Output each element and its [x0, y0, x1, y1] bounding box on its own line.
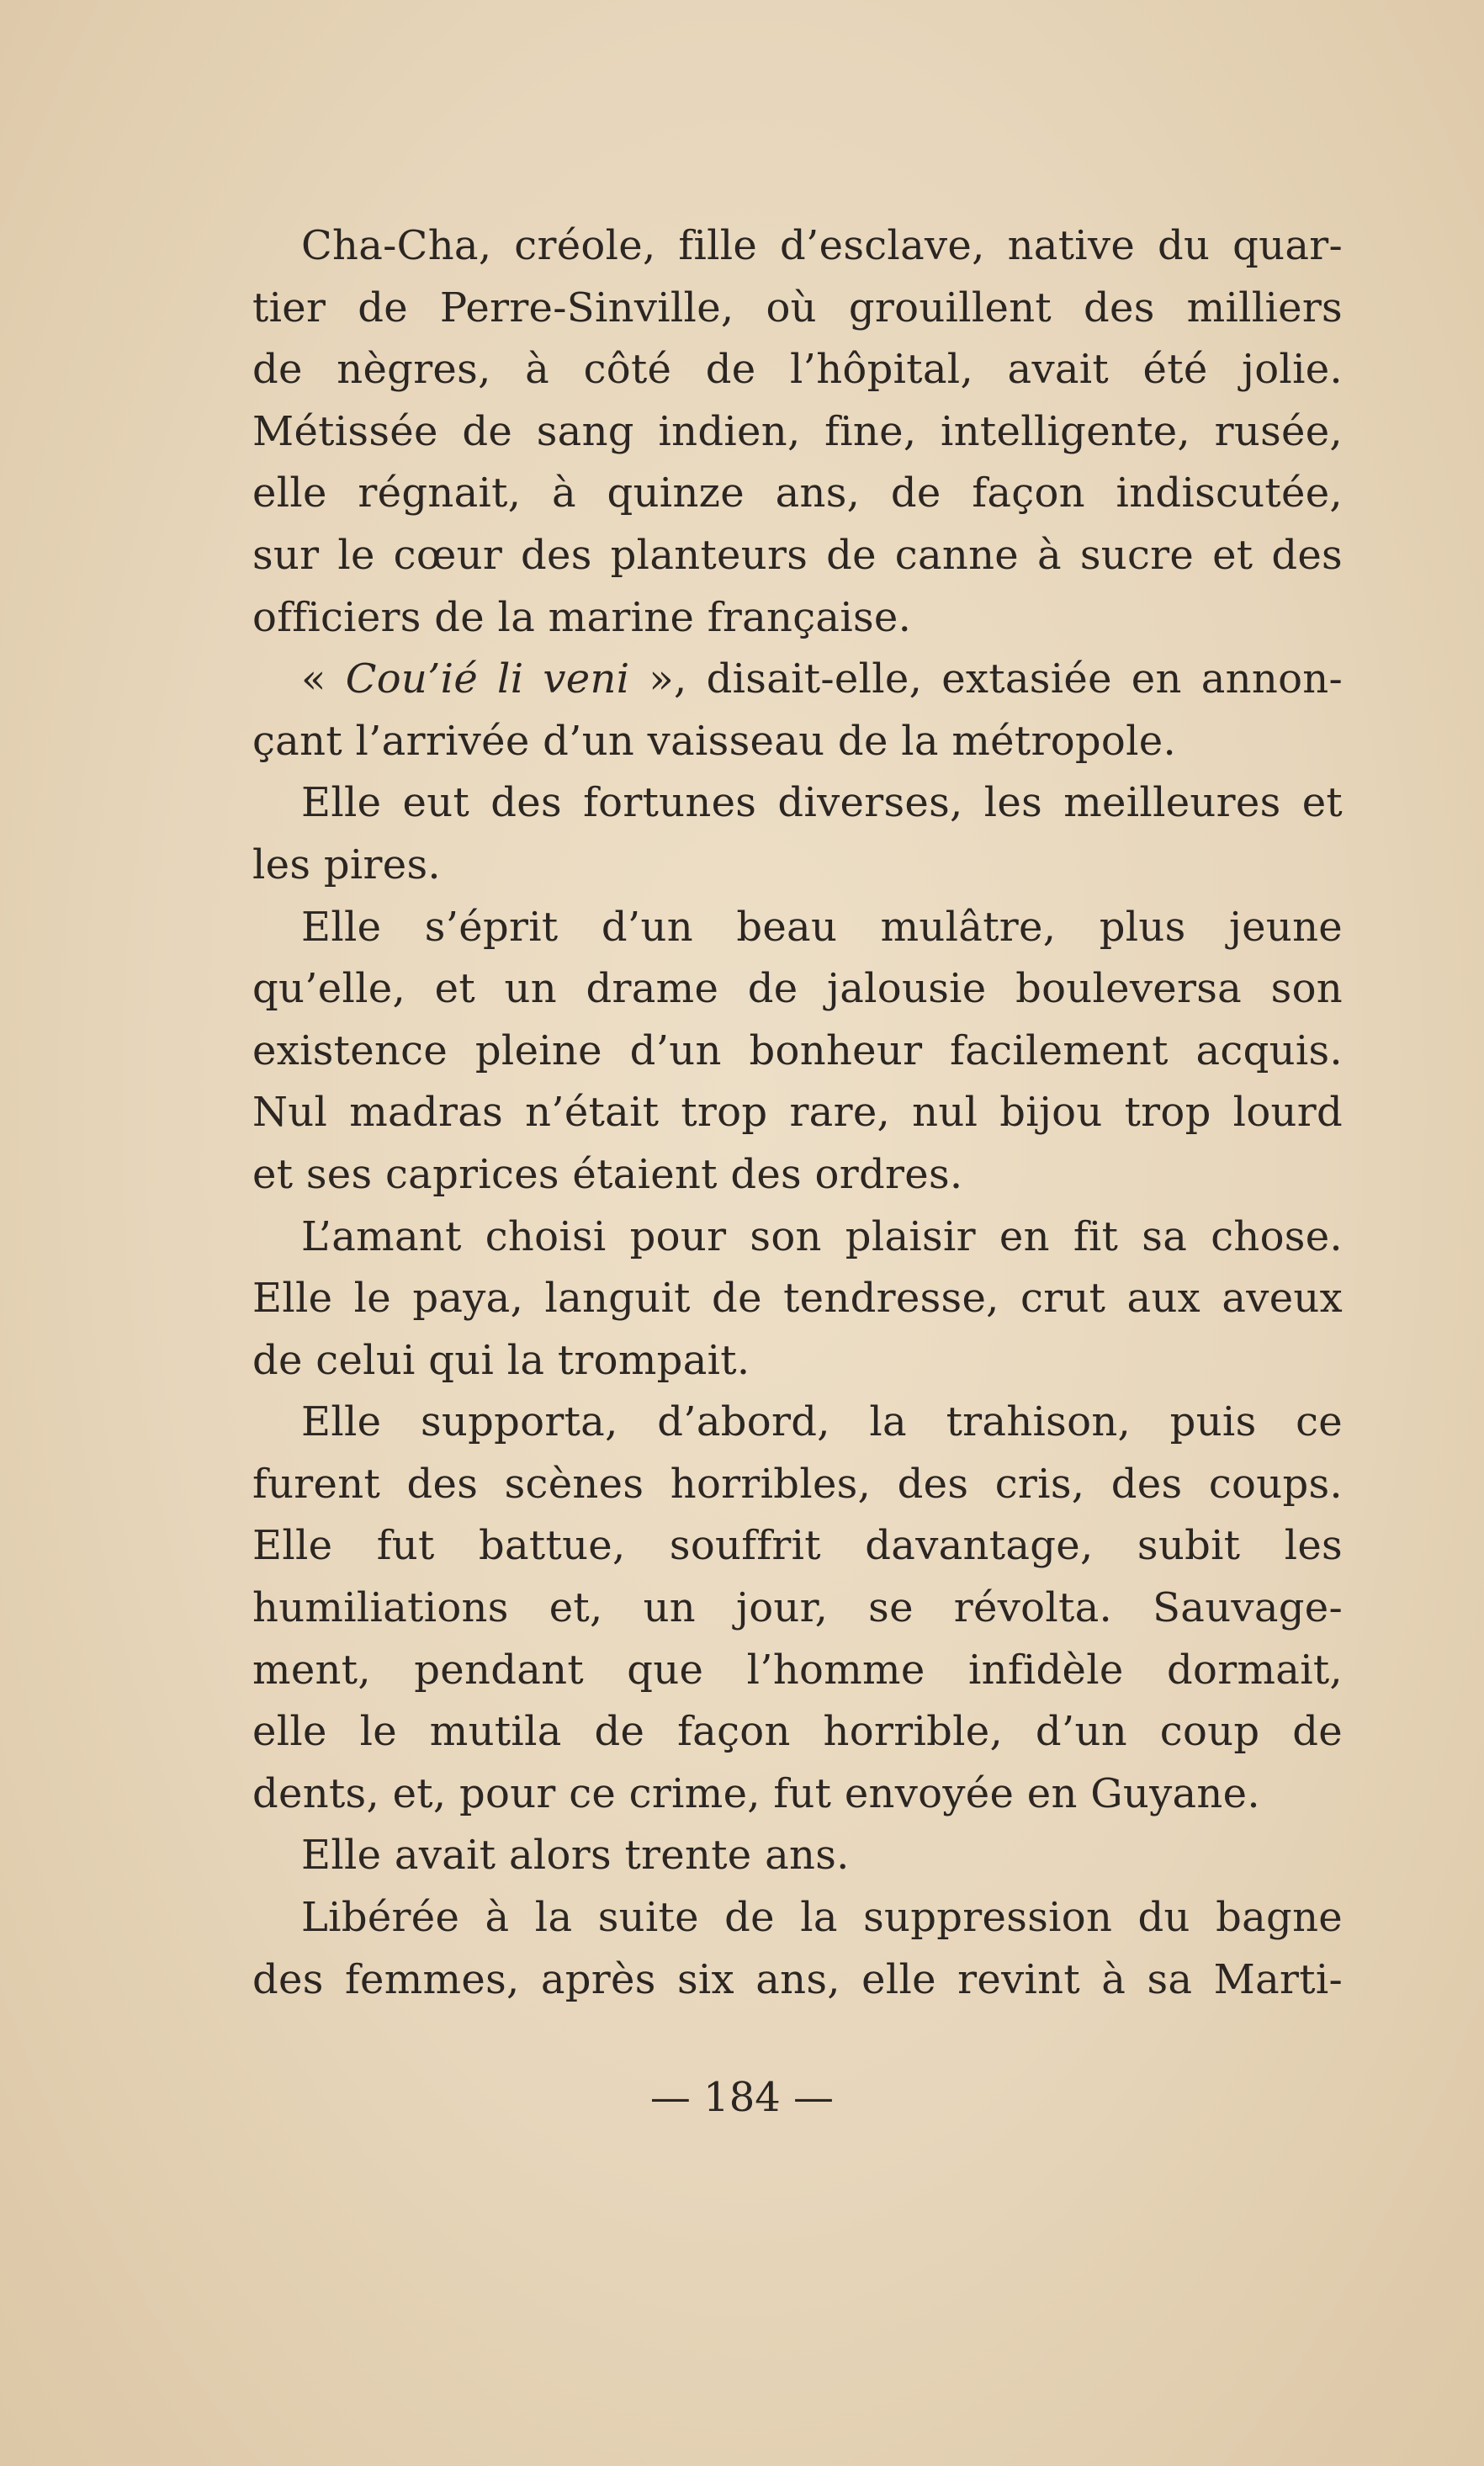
- text-line: Elle s’éprit d’un beau mulâtre, plus jeune: [301, 903, 1343, 951]
- creole-quote: Cou’ié li veni: [345, 655, 630, 703]
- text-line: elle le mutila de façon horrible, d’un coup de: [252, 1708, 1343, 1756]
- text-line: Elle supporta, d’abord, la trahison, puis ce: [301, 1398, 1343, 1446]
- text-line: sur le cœur des planteurs de canne à sucre et des: [252, 531, 1343, 579]
- text-line: de nègres, à côté de l’hôpital, avait été jolie.: [252, 346, 1343, 394]
- text-line: Elle avait alors trente ans.: [301, 1832, 850, 1880]
- text-line: et ses caprices étaient des ordres.: [252, 1150, 963, 1198]
- text-line: Libérée à la suite de la suppression du bagne: [301, 1894, 1343, 1942]
- text-line: tier de Perre-Sinville, où grouillent des milliers: [252, 284, 1343, 331]
- quote-open: «: [301, 655, 346, 703]
- text-line: les pires.: [252, 841, 441, 888]
- text-line: des femmes, après six ans, elle revint à sa Marti-: [252, 1955, 1343, 2003]
- page-number: — 184 —: [649, 2074, 835, 2121]
- text-line: L’amant choisi pour son plaisir en fit sa chose.: [301, 1212, 1343, 1260]
- text-line: de celui qui la trompait.: [252, 1336, 750, 1384]
- body-text: [252, 215, 1343, 2011]
- quote-rest: », disait-elle, extasiée en annon-: [629, 655, 1344, 703]
- text-line: Métissée de sang indien, fine, intelligente, rusée,: [252, 407, 1343, 455]
- text-line: elle régnait, à quinze ans, de façon indiscutée,: [252, 469, 1343, 517]
- text-line: Nul madras n’était trop rare, nul bijou trop lourd: [252, 1089, 1343, 1137]
- text-line-quote: [252, 649, 1343, 711]
- text-line: humiliations et, un jour, se révolta. Sauvage-: [252, 1584, 1343, 1632]
- text-line: qu’elle, et un drame de jalousie bouleversa son: [252, 965, 1343, 1013]
- text-line: Cha-Cha, créole, fille d’esclave, native du quar-: [301, 222, 1343, 269]
- text-line: dents, et, pour ce crime, fut envoyée en Guyane.: [252, 1769, 1260, 1817]
- text-line: ment, pendant que l’homme infidèle dormait,: [252, 1646, 1343, 1694]
- text-line: existence pleine d’un bonheur facilement acquis.: [252, 1026, 1343, 1074]
- text-line: officiers de la marine française.: [252, 593, 912, 641]
- text-line: Elle le paya, languit de tendresse, crut aux aveux: [252, 1275, 1343, 1323]
- text-line: çant l’arrivée d’un vaisseau de la métropole.: [252, 717, 1177, 765]
- text-line: Elle eut des fortunes diverses, les meilleures et: [301, 779, 1343, 827]
- text-line: furent des scènes horribles, des cris, des coups.: [252, 1460, 1343, 1508]
- text-line: Elle fut battue, souffrit davantage, subit les: [252, 1522, 1343, 1570]
